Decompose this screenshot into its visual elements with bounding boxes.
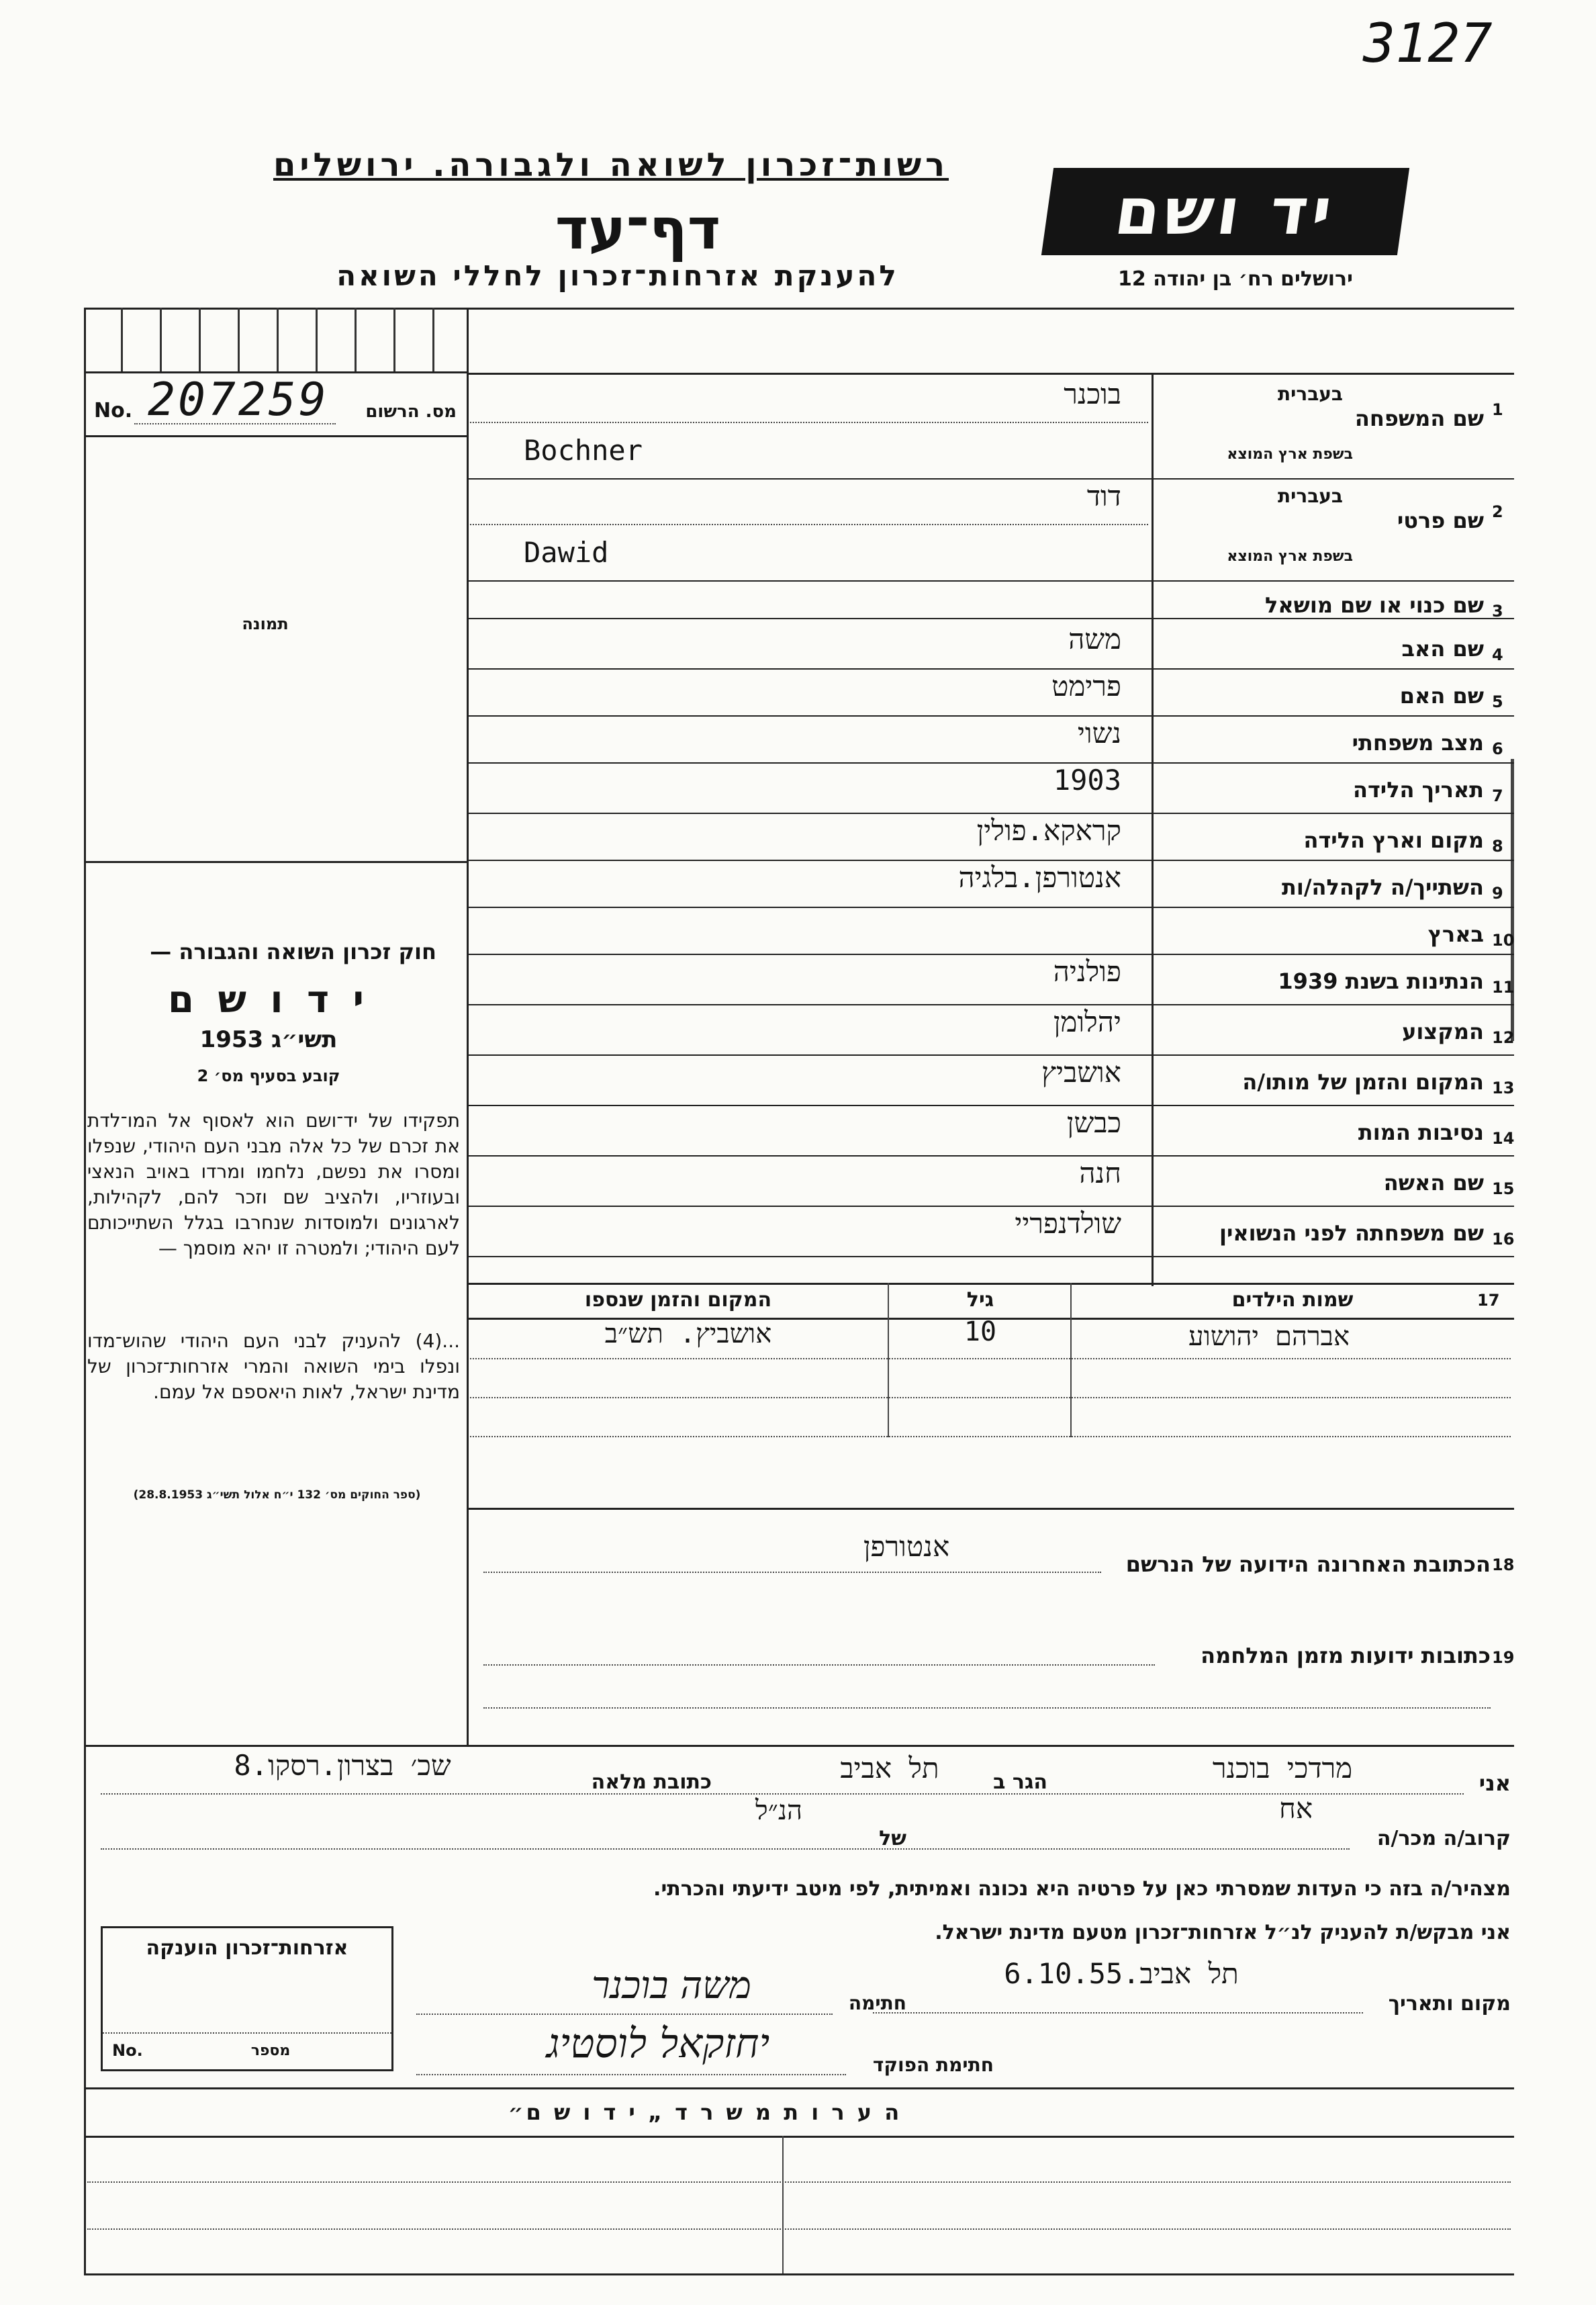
field-4-value: משה: [1068, 623, 1121, 656]
last-address-line: [483, 1572, 1101, 1573]
form-subtitle: להענקת אזרחות־זכרון לחללי השואה: [336, 259, 899, 292]
of-value: הנ״ל: [755, 1795, 802, 1826]
field-7-label: תאריך הלידה: [1352, 777, 1484, 803]
field-12-label: המקצוע: [1402, 1019, 1484, 1044]
children-col-2: [1070, 1283, 1072, 1437]
place-date-label: מקום ותאריך: [1388, 1992, 1511, 2016]
photo-label: תמונה: [242, 615, 289, 633]
field-5-label: שם האם: [1399, 683, 1484, 709]
children-header-place: המקום והזמן שנספו: [584, 1288, 772, 1312]
field-2-num: 2: [1492, 502, 1503, 521]
field-3-row-line: [467, 618, 1514, 619]
witness-lives-label: הגר ב: [993, 1770, 1047, 1794]
field-11-label: הנתינות בשנת 1939: [1278, 968, 1484, 994]
declaration-1: מצהיר/ה בזה כי העדות שמסרתי כאן על פרטיה היא נכונה ואמיתית, לפי מיטב ידיעתי והכרתי.: [653, 1877, 1511, 1901]
field-2-label: שם פרטי: [1397, 508, 1484, 533]
children-row-line-3: [470, 1436, 1511, 1437]
law-name: י ד ו ש ם: [167, 978, 370, 1022]
field-3-label: שם כנוי או שם מושאל: [1264, 592, 1484, 618]
children-top-line: [467, 1283, 1514, 1285]
witness-i-label: אני: [1478, 1770, 1511, 1796]
field-16-label: שם משפחתה לפני הנשואין: [1219, 1220, 1484, 1246]
reg-number-value: 207259: [148, 373, 329, 426]
field-9-value: אנטורפן.בלגיה: [958, 861, 1121, 894]
officer-line: [416, 2074, 846, 2075]
witness-name: מרדכי בוכנר: [1212, 1752, 1353, 1784]
children-col-1: [888, 1283, 889, 1437]
signature-label: חתימה: [848, 1992, 906, 2014]
reg-number-line: [134, 423, 336, 424]
top-box-row: [84, 308, 467, 373]
authority-title: רשות־זכרון לשואה ולגבורה. ירושלים: [273, 146, 949, 184]
form-title: דף־עד: [555, 196, 721, 262]
document-number: 3127: [1363, 12, 1493, 75]
field-13-value: אושביץ: [1041, 1056, 1121, 1089]
law-footnote: (ספר החוקים מס׳ 132 י״ח אלול תשי״ג 28.8.1953): [133, 1488, 421, 1502]
child-name: אברהם יהושוע: [1188, 1321, 1350, 1352]
field-15-value: חנה: [1079, 1157, 1121, 1189]
field-1-label: שם המשפחה: [1354, 406, 1484, 431]
field-11-num: 11: [1492, 978, 1515, 997]
citizenship-box-title: אזרחות־זכרון הוענקה: [146, 1936, 348, 1960]
place-date-value: תל אביב.6.10.55: [1004, 1957, 1239, 1990]
field-13-num: 13: [1492, 1079, 1515, 1097]
declaration-2: אני מבקש/ת להעניק לנ״ל אזרחות־זכרון מטעם מדינת ישראל.: [935, 1921, 1511, 1944]
signature-line: [416, 2014, 833, 2015]
remarks-bottom-line: [84, 2273, 1514, 2275]
field-8-num: 8: [1492, 837, 1503, 856]
officer-signature: יחזקאל לוסטיג: [546, 2020, 770, 2067]
witness-city: תל אביב: [840, 1752, 939, 1784]
children-row-line-1: [470, 1358, 1511, 1359]
field-8-value: קראקא.פולין: [976, 814, 1121, 847]
law-paragraph-2: ...(4) להעניק לבני העם היהודי שהוש־מדו ונפלו בימי השואה והמרי אזרחות־זכרון של מדינת ישראל, לאות היאספם אל עמם.: [87, 1330, 460, 1403]
field-14-label: נסיבות המות: [1358, 1120, 1484, 1145]
label-column-divider: [1152, 373, 1154, 1286]
field-2-row-line: [467, 580, 1514, 582]
field-6-label: מצב משפחתי: [1352, 730, 1484, 756]
reg-label: מס. הרשום: [365, 402, 457, 422]
field-1-latin-value: Bochner: [524, 434, 643, 467]
citizenship-num-label: מספר: [250, 2042, 291, 2059]
field-16-row-line: [467, 1256, 1514, 1257]
field-7-value: 1903: [1053, 764, 1121, 797]
wartime-address-line: [483, 1664, 1155, 1666]
frame-left: [84, 308, 86, 2275]
field-16-num: 16: [1492, 1230, 1515, 1249]
field-2-mid-line: [470, 524, 1148, 525]
yad-vashem-logo: [1041, 168, 1409, 255]
field-9-row-line: [467, 907, 1514, 908]
left-column-divider: [467, 308, 469, 1745]
last-address-value: אנטורפן: [863, 1530, 950, 1563]
field-10-num: 10: [1492, 931, 1515, 950]
field-1-origin-label: בשפת ארץ המוצא: [1227, 446, 1353, 463]
field-15-num: 15: [1492, 1179, 1515, 1198]
children-bottom-line: [467, 1508, 1514, 1510]
law-clause: קובע בסעיף מס׳ 2: [197, 1067, 340, 1085]
place-date-line: [873, 2012, 1363, 2014]
field-6-value: נשוי: [1077, 717, 1121, 750]
field-13-label: המקום והזמן של מותו/ה: [1242, 1069, 1484, 1095]
right-edge-bar: [1511, 759, 1514, 1041]
law-paragraph-1: תפקידו של יד־ושם הוא לאסוף אל המו־לדת את זכרם של כל אלה מבני העם היהודי, שנפלו ומסרו את נפשם, נלחמו ומרדו באויב הנאצי ובעוזריו, ולהציב שם וזכר להם, לקהילות, לארגונים ולמוסדות שנחרבו בגלל השתייכותם לעם היהודי; ולמטרה זו יהא מוסמך —: [87, 1110, 460, 1259]
logo-text: יד ושם: [1110, 174, 1341, 249]
remarks-title: ה ע ר ו ת מ ש ר ד „ י ד ו ש ם״: [508, 2099, 902, 2125]
law-year: תשי״ג 1953: [199, 1026, 338, 1053]
law-title: חוק זכרון השואה והגבורה —: [150, 939, 436, 964]
field-7-num: 7: [1492, 786, 1503, 805]
last-address-label: הכתובת האחרונה הידועה של הנרשם: [1125, 1551, 1491, 1577]
field-5-value: פרימט: [1051, 670, 1121, 703]
reg-no-label: No.: [94, 399, 133, 422]
witness-line-2: [101, 1848, 1350, 1850]
field-16-value: שולדנפריי: [1015, 1207, 1121, 1240]
field-9-label: השתייך/ה לקהלה/ות: [1281, 874, 1484, 900]
child-age: 10: [964, 1316, 997, 1347]
field-6-num: 6: [1492, 739, 1503, 758]
children-num: 17: [1477, 1291, 1500, 1310]
of-label: של: [879, 1827, 906, 1850]
photo-bottom-line: [84, 861, 467, 863]
field-1-mid-line: [470, 422, 1148, 423]
field-1-hebrew-label: בעברית: [1277, 383, 1343, 405]
children-header-age: גיל: [966, 1288, 994, 1312]
relation-label: קרוב/ה מכר/ה: [1376, 1827, 1511, 1850]
officer-label: חתימת הפוקד: [872, 2054, 994, 2076]
address-line: ירושלים רח׳ בן יהודה 12: [1118, 267, 1353, 291]
remarks-line-2: [87, 2228, 1511, 2230]
field-11-value: פולניה: [1053, 955, 1121, 988]
field-9-num: 9: [1492, 884, 1503, 903]
field-15-label: שם האשה: [1383, 1170, 1484, 1195]
remarks-line-1: [87, 2181, 1511, 2183]
field-14-value: כבשן: [1066, 1106, 1121, 1139]
field-1-num: 1: [1492, 400, 1503, 419]
top-row-line: [467, 373, 1514, 375]
field-8-label: מקום וארץ הלידה: [1303, 827, 1484, 853]
wartime-address-label: כתובות ידועות מזמן המלחמה: [1201, 1643, 1491, 1668]
field-12-num: 12: [1492, 1028, 1515, 1047]
field-3-num: 3: [1492, 602, 1503, 621]
remarks-top-line: [84, 2087, 1514, 2089]
field-18-num: 18: [1492, 1555, 1515, 1574]
field-10-label: בארץ: [1427, 921, 1484, 947]
field-1-value: בוכנר: [1064, 377, 1121, 410]
reg-row-line: [84, 435, 467, 437]
field-14-num: 14: [1492, 1129, 1515, 1148]
witness-address-label: כתובת מלאה: [591, 1770, 712, 1794]
witness-top-line: [84, 1745, 1514, 1747]
citizenship-no-label: No.: [112, 2041, 143, 2060]
field-12-value: יהלומן: [1053, 1005, 1121, 1038]
field-4-label: שם האב: [1401, 636, 1484, 662]
field-4-num: 4: [1492, 645, 1503, 664]
relation-value: אח: [1278, 1792, 1313, 1825]
remarks-header-line: [84, 2136, 1514, 2138]
citizenship-box: [101, 1926, 393, 2071]
field-2-hebrew-label: בעברית: [1277, 485, 1343, 507]
witness-address: שכ׳ בצרון.רסקו.8: [234, 1749, 451, 1782]
children-header-names: שמות הילדים: [1231, 1288, 1354, 1312]
signature-value: משה בוכנר: [592, 1964, 751, 2007]
field-2-latin-value: Dawid: [524, 536, 609, 569]
remarks-divider: [782, 2136, 784, 2275]
wartime-address-line-2: [483, 1707, 1491, 1709]
child-place: אושביץ. תש״ב: [604, 1318, 772, 1349]
field-2-origin-label: בשפת ארץ המוצא: [1227, 548, 1353, 565]
field-19-num: 19: [1492, 1648, 1515, 1667]
field-5-num: 5: [1492, 692, 1503, 711]
field-2-value: דוד: [1086, 480, 1121, 512]
children-row-line-2: [470, 1397, 1511, 1398]
